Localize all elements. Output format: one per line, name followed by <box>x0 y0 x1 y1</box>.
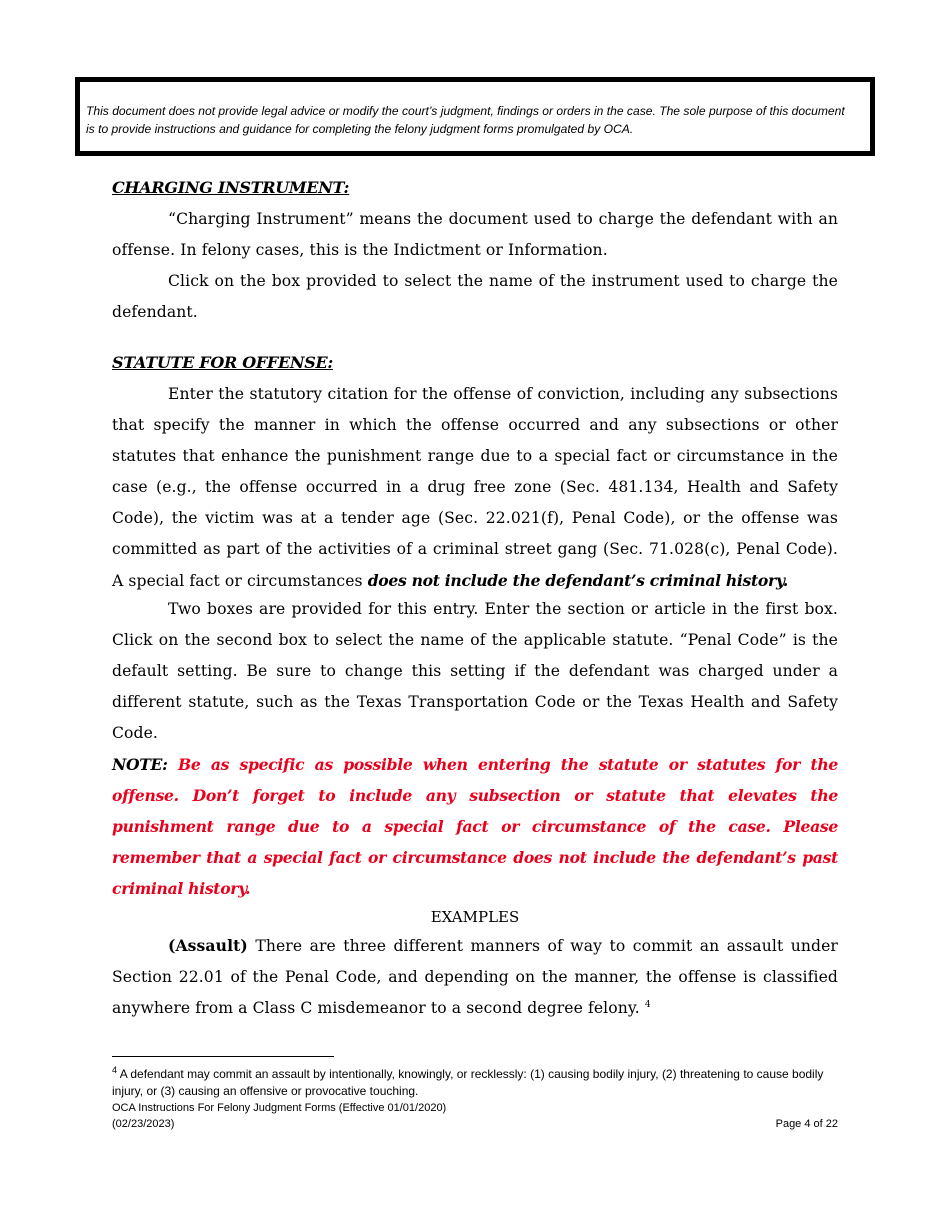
disclaimer-text: This document does not provide legal advice or modify the court’s judgment, findings or orders in the case. The sole purpose of this document is to provide instructions and guidance for completing the felony judgment forms promulgated by OCA. <box>86 104 845 136</box>
footnote-text: A defendant may commit an assault by intentionally, knowingly, or recklessly: (1) causing bodily injury, (2) threatening to cause bodily injury, or (3) causing an offensive or provocative touching. <box>112 1067 824 1098</box>
assault-label: (Assault) <box>168 936 248 955</box>
examples-heading: EXAMPLES <box>430 908 520 926</box>
footnote-number: 4 <box>112 1065 118 1075</box>
charging-instrument-paragraph-2: Click on the box provided to select the name of the instrument used to charge the defendant. <box>112 272 838 321</box>
charging-instrument-heading: CHARGING INSTRUMENT: <box>112 178 350 197</box>
charging-instrument-paragraph-1: “Charging Instrument” means the document used to charge the defendant with an offense. In felony cases, this is the Indictment or Information. <box>112 210 838 259</box>
statute-paragraph-1 <box>112 379 838 597</box>
page-number: Page 4 of 22 <box>775 1118 838 1130</box>
statute-paragraph-2: Two boxes are provided for this entry. Enter the section or article in the first box. Click on the second box to select the name of the applicable statute. “Penal Code” is the default setting. Be sure to change this setting if the defendant was charged under a different statute, such as the Texas Transportation Code or the Texas Health and Safety Code. <box>112 600 838 742</box>
assault-example-paragraph <box>112 930 838 1024</box>
page-footer-left <box>112 1100 446 1132</box>
footnote-divider <box>112 1056 334 1057</box>
footer-document-title: OCA Instructions For Felony Judgment Forms (Effective 01/01/2020) <box>112 1102 447 1114</box>
footnote-reference[interactable]: 4 <box>644 999 651 1010</box>
statute-paragraph-1-emphasis: does not include the defendant’s criminal history. <box>367 571 789 590</box>
assault-text: There are three different manners of way to commit an assault under Section 22.01 of the Penal Code, and depending on the manner, the offense is classified anywhere from a Class C misdemeanor to a second degree felony. <box>112 937 838 1017</box>
statute-paragraph-1-text: Enter the statutory citation for the offense of conviction, including any subsections that specify the manner in which the offense occurred and any subsections or other statutes that enhance the punishment range due to a special fact or circumstance in the case (e.g., the offense occurred in a drug free zone (Sec. 481.134, Health and Safety Code), the victim was at a tender age (Sec. 22.021(f), Penal Code), or the offense was committed as part of the activities of a criminal street gang (Sec. 71.028(c), Penal Code). A special fact or circumstances <box>112 385 838 590</box>
note-paragraph <box>112 749 838 904</box>
note-label: NOTE: <box>112 755 168 774</box>
statute-for-offense-heading: STATUTE FOR OFFENSE: <box>112 353 333 372</box>
footnote <box>112 1066 840 1100</box>
footer-revision-date: (02/23/2023) <box>112 1118 175 1130</box>
note-text: Be as specific as possible when entering the statute or statutes for the offense. Don’t forget to include any subsection or statute that elevates the punishment range due to a special fact or circumstance of the case. Please remember that a special fact or circumstance does not include the defendant’s past criminal history. <box>112 755 838 898</box>
disclaimer-box <box>75 77 875 156</box>
